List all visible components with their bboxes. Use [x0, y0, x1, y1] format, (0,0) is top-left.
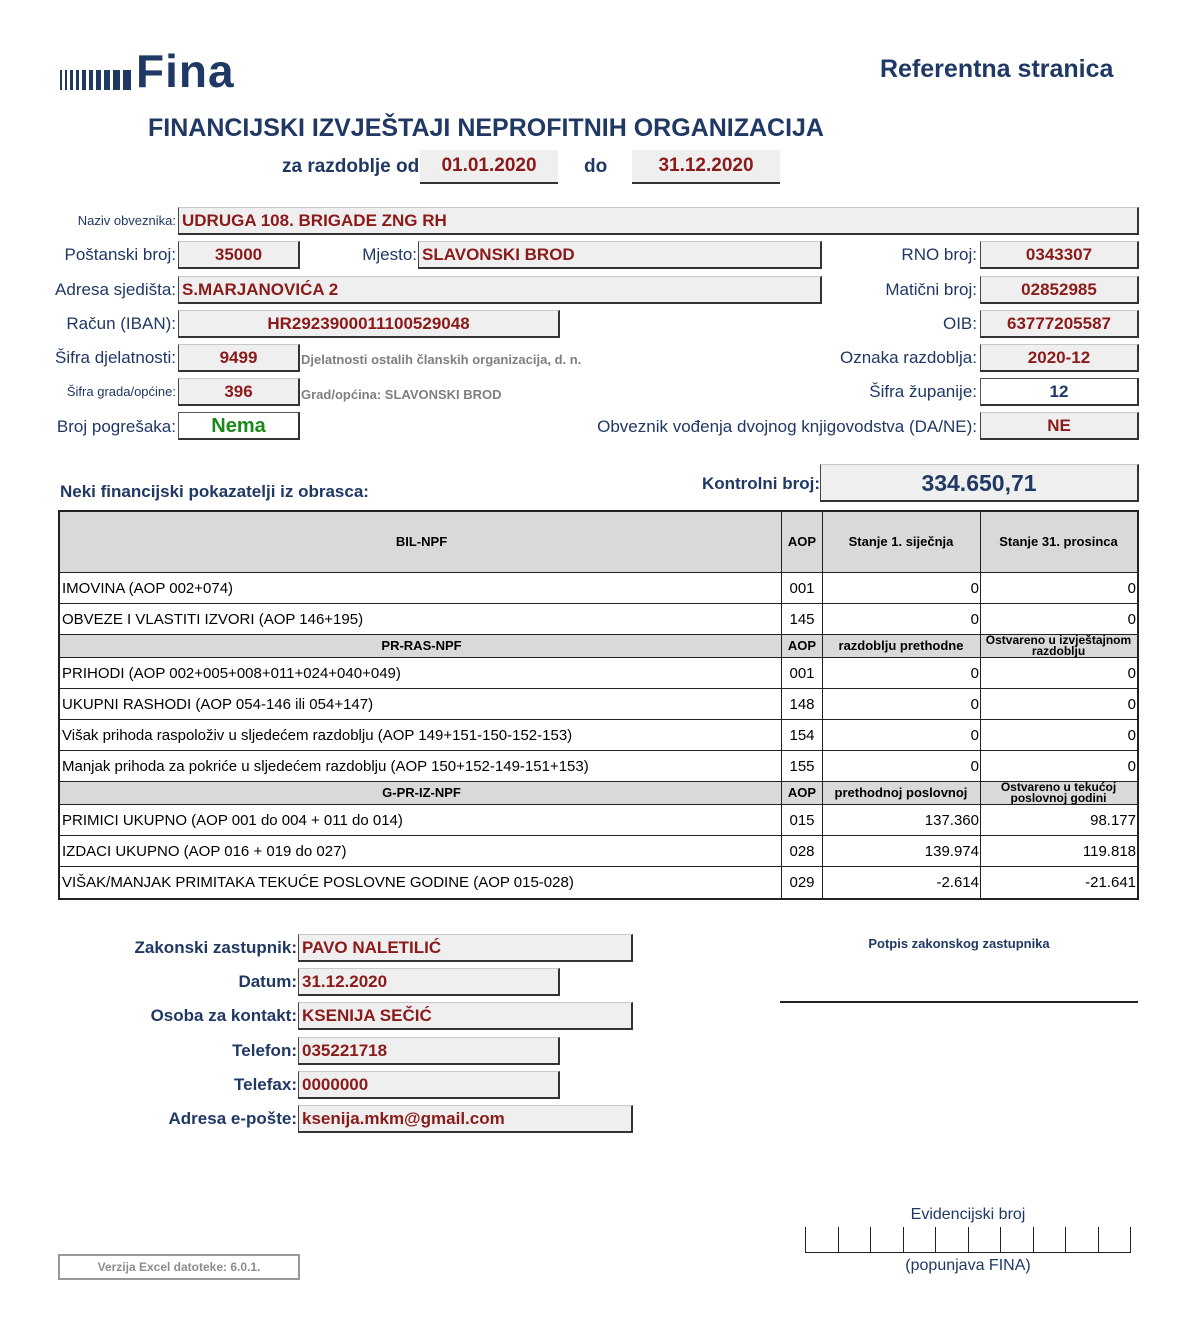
gpriz-col4-header: Ostvareno u tekućoj poslovnoj godini [1000, 782, 1117, 804]
row-value-2: 0 [1127, 727, 1136, 744]
adresa-label: Adresa sjedišta: [55, 280, 176, 299]
fina-logo-text: Fina [136, 45, 235, 97]
potpis-label: Potpis zakonskog zastupnika [868, 936, 1050, 951]
row-label: OBVEZE I VLASTITI IZVORI (AOP 146+195) [60, 604, 782, 634]
row-value-2: 0 [1127, 580, 1136, 597]
prras-header-row [60, 635, 1137, 658]
oznaka-razdoblja-field[interactable]: 2020-12 [980, 344, 1139, 372]
racun-field[interactable]: HR2923900011100529048 [178, 310, 560, 338]
datum-field[interactable]: 31.12.2020 [298, 968, 560, 996]
bil-header: BIL-NPF [60, 512, 782, 572]
evidencijski-divider [838, 1227, 839, 1253]
osoba-field[interactable]: KSENIJA SEČIĆ [298, 1002, 633, 1030]
row-aop: 154 [782, 720, 823, 750]
row-label: VIŠAK/MANJAK PRIMITAKA TEKUĆE POSLOVNE GODINE (AOP 015-028) [60, 867, 782, 898]
table-row [60, 805, 1137, 836]
page-title: FINANCIJSKI IZVJEŠTAJI NEPROFITNIH ORGANIZACIJA [148, 114, 824, 142]
sifra-grada-label: Šifra grada/općine: [66, 384, 176, 399]
table-row [60, 720, 1137, 751]
table-row [60, 573, 1137, 604]
oznaka-razdoblja-label: Oznaka razdoblja: [839, 348, 977, 367]
evidencijski-divider [968, 1227, 969, 1253]
postanski-field[interactable]: 35000 [178, 241, 300, 269]
row-value-2: -21.641 [1085, 874, 1136, 891]
row-label: IZDACI UKUPNO (AOP 016 + 019 do 027) [60, 836, 782, 866]
gpriz-header-row [60, 782, 1137, 805]
oib-field[interactable]: 63777205587 [980, 310, 1139, 338]
sifra-zupanije-label: Šifra županije: [869, 382, 977, 401]
verzija-text: Verzija Excel datoteke: 6.0.1. [97, 1260, 261, 1274]
sifra-djelatnosti-field[interactable]: 9499 [178, 344, 300, 372]
evidencijski-divider [1033, 1227, 1034, 1253]
kontrolni-field [820, 464, 1139, 502]
mjesto-field[interactable]: SLAVONSKI BROD [418, 241, 822, 269]
row-aop: 015 [782, 805, 823, 835]
gpriz-col3-header: prethodnoj poslovnoj [823, 782, 981, 804]
table-row [60, 604, 1137, 635]
prras-col4-header: Ostvareno u izvještajnom razdoblju [985, 635, 1132, 657]
row-value-1: -2.614 [823, 867, 981, 898]
row-label: UKUPNI RASHODI (AOP 054-146 ili 054+147) [60, 689, 782, 719]
kontrolni-value: 334.650,71 [921, 470, 1037, 496]
evidencijski-divider [1000, 1227, 1001, 1253]
gpriz-aop-header: AOP [782, 782, 823, 804]
row-label: IMOVINA (AOP 002+074) [60, 573, 782, 603]
evidencijski-divider [935, 1227, 936, 1253]
adresa-field[interactable]: S.MARJANOVIĆA 2 [178, 276, 822, 304]
row-aop: 028 [782, 836, 823, 866]
row-value-2: 0 [1127, 696, 1136, 713]
reference-page-title: Referentna stranica [880, 55, 1114, 83]
table-row [60, 658, 1137, 689]
osoba-label: Osoba za kontakt: [150, 1006, 297, 1025]
row-label: PRIMICI UKUPNO (AOP 001 do 004 + 011 do 014) [60, 805, 782, 835]
row-aop: 155 [782, 751, 823, 781]
row-label: Višak prihoda raspoloživ u sljedećem razdoblju (AOP 149+151-150-152-153) [60, 720, 782, 750]
bil-aop-header: AOP [782, 512, 823, 572]
indicators-table [58, 510, 1139, 900]
telefon-field[interactable]: 035221718 [298, 1037, 560, 1065]
datum-label: Datum: [238, 972, 297, 991]
row-value-2: 0 [1127, 665, 1136, 682]
naziv-field[interactable]: UDRUGA 108. BRIGADE ZNG RH [178, 207, 1139, 235]
table-row [60, 751, 1137, 782]
row-value-2: 98.177 [1090, 812, 1136, 829]
sifra-djelatnosti-label: Šifra djelatnosti: [55, 348, 176, 367]
oib-label: OIB: [942, 314, 977, 333]
row-aop: 029 [782, 867, 823, 898]
greske-field [178, 412, 300, 440]
naziv-label: Naziv obveznika: [77, 213, 176, 228]
signature-line [780, 1001, 1138, 1003]
mjesto-label: Mjesto: [362, 245, 417, 264]
rno-label: RNO broj: [901, 245, 977, 264]
row-value-1: 0 [823, 751, 981, 781]
row-value-1: 139.974 [823, 836, 981, 866]
dvojno-label: Obveznik vođenja dvojnog knjigovodstva (DA/NE): [597, 417, 977, 436]
row-aop: 145 [782, 604, 823, 634]
gpriz-header: G-PR-IZ-NPF [60, 782, 782, 804]
row-value-1: 0 [823, 604, 981, 634]
verzija-box [58, 1254, 300, 1280]
evidencijski-divider [870, 1227, 871, 1253]
greske-value: Nema [211, 415, 266, 437]
period-from[interactable]: 01.01.2020 [420, 150, 558, 184]
row-value-1: 0 [823, 689, 981, 719]
telefon-label: Telefon: [232, 1041, 297, 1060]
zastupnik-field[interactable]: PAVO NALETILIĆ [298, 934, 633, 962]
row-value-2: 0 [1127, 758, 1136, 775]
bil-col4-header: Stanje 31. prosinca [999, 534, 1118, 549]
grad-description: Grad/općina: SLAVONSKI BROD [301, 387, 502, 402]
row-value-1: 0 [823, 658, 981, 688]
row-value-1: 137.360 [823, 805, 981, 835]
row-label: PRIHODI (AOP 002+005+008+011+024+040+049) [60, 658, 782, 688]
evidencijski-label: Evidencijski broj [910, 1206, 1026, 1223]
indicators-title: Neki financijski pokazatelji iz obrasca: [60, 482, 369, 501]
row-value-1: 0 [823, 720, 981, 750]
evidencijski-divider [1098, 1227, 1099, 1253]
row-aop: 148 [782, 689, 823, 719]
kontrolni-label: Kontrolni broj: [701, 474, 820, 493]
rno-field[interactable]: 0343307 [980, 241, 1139, 269]
djelatnost-description: Djelatnosti ostalih članskih organizacija, d. n. [301, 352, 582, 367]
email-label: Adresa e-pošte: [168, 1109, 297, 1128]
telefax-field[interactable]: 0000000 [298, 1071, 560, 1099]
row-aop: 001 [782, 573, 823, 603]
period-label: za razdoblje od [282, 156, 420, 177]
postanski-label: Poštanski broj: [64, 245, 176, 264]
evidencijski-divider [1065, 1227, 1066, 1253]
sifra-grada-field[interactable]: 396 [178, 378, 300, 406]
sifra-zupanije-value: 12 [1049, 382, 1069, 401]
table-row [60, 689, 1137, 720]
evidencijski-divider [805, 1227, 806, 1253]
period-to-label: do [584, 156, 608, 177]
maticni-field[interactable]: 02852985 [980, 276, 1139, 304]
email-field[interactable]: ksenija.mkm@gmail.com [298, 1105, 633, 1133]
row-label: Manjak prihoda za pokriće u sljedećem razdoblju (AOP 150+152-149-151+153) [60, 751, 782, 781]
table-row [60, 836, 1137, 867]
evidencijski-divider [903, 1227, 904, 1253]
maticni-label: Matični broj: [885, 280, 977, 299]
row-value-2: 0 [1127, 611, 1136, 628]
zastupnik-label: Zakonski zastupnik: [134, 938, 297, 957]
row-value-1: 0 [823, 573, 981, 603]
row-value-2: 119.818 [1082, 843, 1136, 860]
popunjava-label: (popunjava FINA) [905, 1257, 1031, 1274]
evidencijski-divider [1130, 1227, 1131, 1253]
prras-aop-header: AOP [782, 635, 823, 657]
fina-logo [58, 45, 248, 97]
period-to[interactable]: 31.12.2020 [632, 150, 780, 184]
dvojno-field[interactable]: NE [980, 412, 1139, 440]
telefax-label: Telefax: [234, 1075, 297, 1094]
bil-header-row [60, 512, 1137, 573]
racun-label: Račun (IBAN): [66, 314, 176, 333]
greske-label: Broj pogrešaka: [56, 417, 176, 436]
prras-col3-header: razdoblju prethodne [823, 635, 981, 657]
prras-header: PR-RAS-NPF [60, 635, 782, 657]
bil-col3-header: Stanje 1. siječnja [823, 512, 981, 572]
table-row [60, 867, 1137, 898]
row-aop: 001 [782, 658, 823, 688]
sifra-zupanije-field[interactable] [980, 378, 1139, 406]
